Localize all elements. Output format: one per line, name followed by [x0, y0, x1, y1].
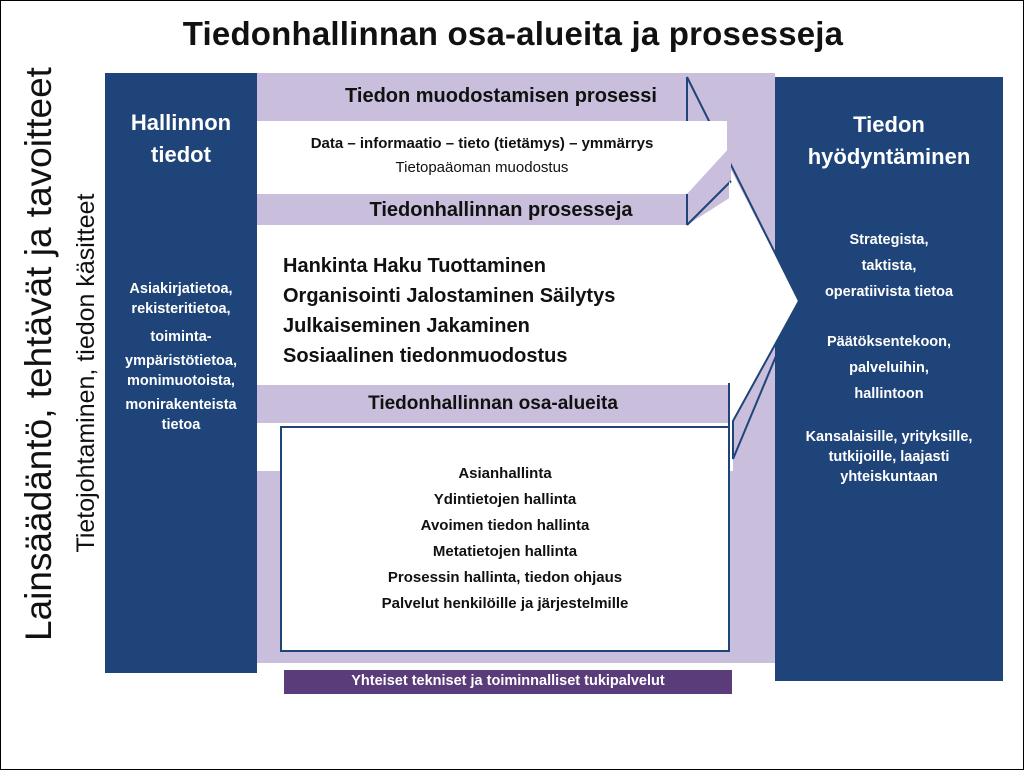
area-item: Metatietojen hallinta: [432, 543, 578, 560]
left-heading-line: Hallinnon: [130, 110, 232, 135]
right-item: operatiivista tietoa: [824, 284, 954, 300]
left-item: monirakenteista: [125, 397, 237, 413]
process-band-heading: Tiedon muodostamisen prosessi: [345, 85, 657, 107]
left-heading-line: tiedot: [151, 142, 211, 167]
support-label: Yhteiset tekniset ja toiminnalliset tukipalvelut: [351, 673, 665, 689]
processes-list: [283, 251, 723, 371]
right-item: taktista,: [861, 258, 917, 274]
left-item: tietoa: [161, 417, 201, 433]
right-item: palveluihin,: [849, 360, 929, 376]
vertical-label-legislation: Lainsäädäntö, tehtävät ja tavoitteet: [18, 67, 59, 641]
process-item: Organisointi Jalostaminen Säilytys: [283, 285, 616, 307]
left-item: toiminta-: [150, 329, 212, 345]
right-item: tutkijoille, laajasti: [828, 449, 950, 465]
right-item: yhteiskuntaan: [840, 469, 938, 485]
processes-heading: Tiedonhallinnan prosesseja: [369, 199, 633, 221]
process-band-line1: Data – informaatio – tieto (tietämys) – ymmärrys: [310, 135, 654, 152]
vertical-label-knowledge-management: Tietojohtaminen, tiedon käsitteet: [72, 193, 100, 553]
left-item: Asiakirjatietoa,: [129, 281, 233, 297]
arrow-shapes: [1, 1, 1024, 771]
diagram-title: Tiedonhallinnan osa-alueita ja prosesseja: [182, 15, 844, 52]
process-body: [257, 121, 727, 189]
area-item: Avoimen tiedon hallinta: [420, 517, 590, 534]
right-heading-line: Tiedon: [853, 112, 925, 137]
areas-heading: Tiedonhallinnan osa-alueita: [368, 393, 618, 414]
area-item: Asianhallinta: [458, 465, 552, 482]
process-item: Julkaiseminen Jakaminen: [283, 315, 530, 337]
right-item: Kansalaisille, yrityksille,: [805, 429, 973, 445]
process-item: Hankinta Haku Tuottaminen: [283, 255, 546, 277]
process-band-line2: Tietopaäoman muodostus: [395, 159, 569, 176]
process-item: Sosiaalinen tiedonmuodostus: [283, 345, 568, 367]
area-item: Ydintietojen hallinta: [433, 491, 577, 508]
right-item: Päätöksentekoon,: [826, 334, 952, 350]
left-item: ympäristötietoa,: [125, 353, 237, 369]
areas-list: [281, 461, 729, 617]
right-item: Strategista,: [849, 232, 929, 248]
right-item: hallintoon: [854, 386, 924, 402]
area-item: Prosessin hallinta, tiedon ohjaus: [387, 569, 623, 586]
area-item: Palvelut henkilöille ja järjestelmille: [381, 595, 629, 612]
left-item: monimuotoista,: [127, 373, 235, 389]
left-item: rekisteritietoa,: [131, 301, 231, 317]
right-heading-line: hyödyntäminen: [807, 144, 971, 169]
